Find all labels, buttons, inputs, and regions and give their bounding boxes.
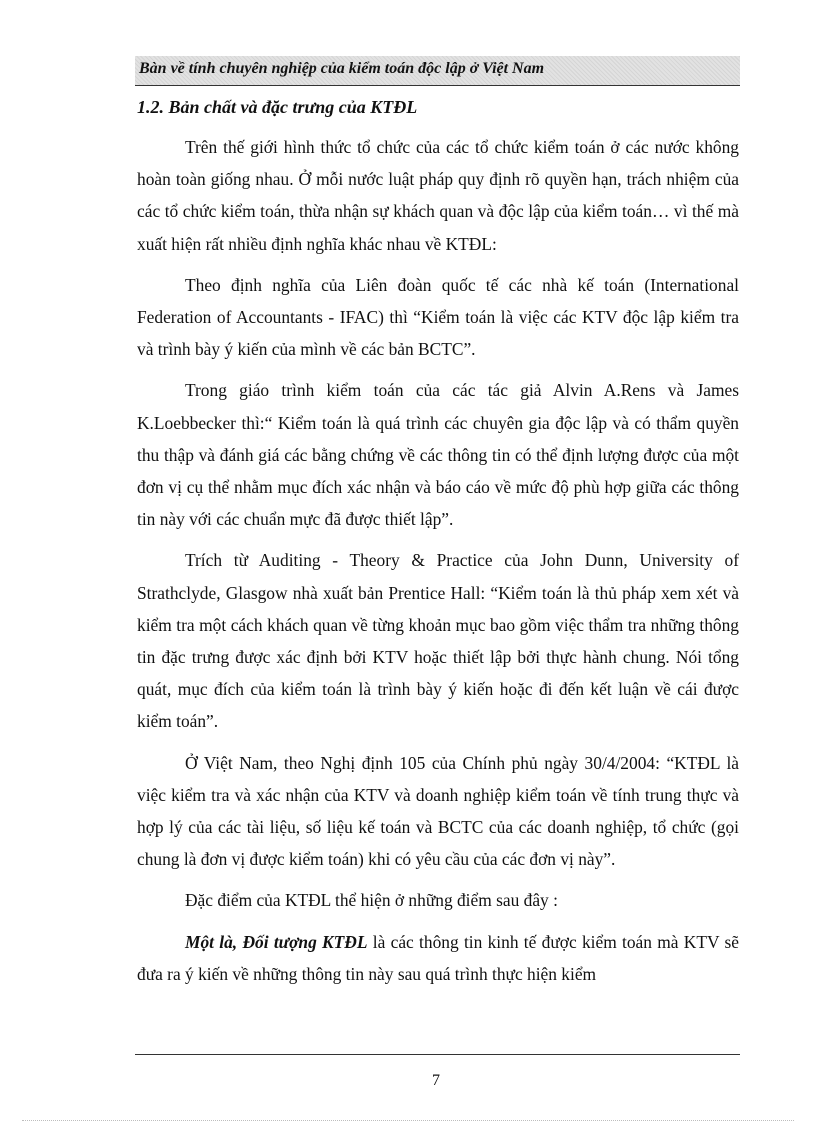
final-paragraph-lead: Một là, Đối tượng KTĐL bbox=[185, 931, 368, 952]
paragraph: Theo định nghĩa của Liên đoàn quốc tế các nhà kế toán (International Federation of Accountants - IFAC) thì “Kiểm toán là việc các KTV độc lập kiểm tra và trình bày ý kiến của mình về các bản BCTC”. bbox=[137, 274, 739, 360]
final-paragraph bbox=[137, 926, 739, 990]
body-text bbox=[137, 131, 739, 999]
page-number: 7 bbox=[432, 1072, 440, 1089]
paragraph: Trên thế giới hình thức tổ chức của các tổ chức kiểm toán ở các nước không hoàn toàn giống nhau. Ở mỗi nước luật pháp quy định rõ quyền hạn, trách nhiệm của các tổ chức kiểm toán, thừa nhận sự khách quan và độc lập của kiểm toán… vì thế mà xuất hiện rất nhiều định nghĩa khác nhau về KTĐL: bbox=[137, 137, 739, 254]
paragraph: Trong giáo trình kiểm toán của các tác giả Alvin A.Rens và James K.Loebbecker thì:“ Kiểm toán là quá trình các chuyên gia độc lập và có thẩm quyền thu thập và đánh giá các bằng chứng về các thông tin có thể định lượng được của một đơn vị cụ thể nhằm mục đích xác nhận và báo cáo về mức độ phù hợp giữa các thông tin này với các chuẩn mực đã được thiết lập”. bbox=[137, 380, 739, 530]
paragraph: Ở Việt Nam, theo Nghị định 105 của Chính phủ ngày 30/4/2004: “KTĐL là việc kiểm tra và xác nhận của KTV và doanh nghiệp kiểm toán về tính trung thực và hợp lý của các tài liệu, số liệu kế toán và BCTC của các doanh nghiệp, tổ chức (gọi chung là đơn vị được kiểm toán) khi có yêu cầu của các đơn vị này”. bbox=[137, 752, 739, 870]
running-header-title: Bàn về tính chuyên nghiệp của kiểm toán độc lập ở Việt Nam bbox=[139, 60, 545, 77]
paragraph: Đặc điểm của KTĐL thể hiện ở những điểm sau đây : bbox=[185, 890, 558, 911]
running-header bbox=[135, 56, 740, 86]
paragraph: Trích từ Auditing - Theory & Practice của John Dunn, University of Strathclyde, Glasgow nhà xuất bản Prentice Hall: “Kiểm toán là thủ pháp xem xét và kiểm tra một cách khách quan về từng khoản mục bao gồm việc thẩm tra những thông tin đặc trưng được xác định bởi KTV hoặc thiết lập bởi thực hành chung. Nói tổng quát, mục đích của kiểm toán là trình bày ý kiến hoặc đi đến kết luận về cái được kiểm toán”. bbox=[137, 550, 739, 732]
section-title: 1.2. Bản chất và đặc trưng của KTĐL bbox=[137, 97, 418, 117]
final-paragraph-text: là các thông tin kinh tế được kiểm toán mà KTV sẽ đưa ra ý kiến về những thông tin này sau quá trình thực hiện kiểm bbox=[137, 931, 739, 984]
page-bottom-edge bbox=[22, 1120, 794, 1121]
footer-rule bbox=[135, 1054, 740, 1055]
